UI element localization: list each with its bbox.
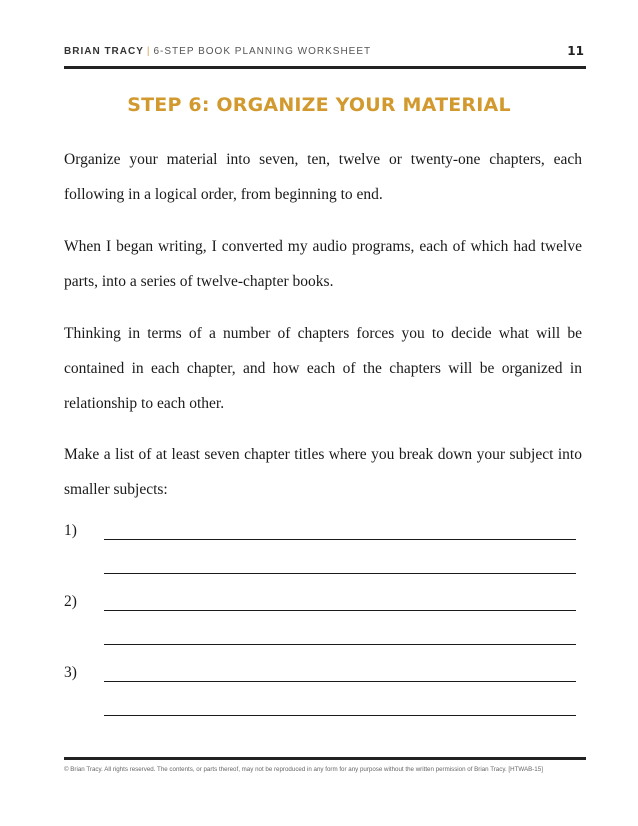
answer-line[interactable] bbox=[104, 573, 576, 574]
page-number: 11 bbox=[567, 44, 584, 58]
list-item bbox=[64, 522, 584, 592]
section-title: STEP 6: ORGANIZE YOUR MATERIAL bbox=[127, 94, 511, 116]
paragraph-audio-programs: When I began writing, I converted my audio programs, each of which had twelve parts, into a series of twelve-chapter books. bbox=[64, 238, 582, 290]
footer-divider bbox=[64, 757, 586, 760]
answer-line[interactable] bbox=[104, 681, 576, 682]
list-item-number: 3) bbox=[64, 664, 77, 681]
list-item bbox=[64, 593, 584, 663]
answer-line[interactable] bbox=[104, 644, 576, 645]
list-item-number: 2) bbox=[64, 593, 77, 610]
answer-line[interactable] bbox=[104, 715, 576, 716]
paragraph-organize: Organize your material into seven, ten, twelve or twenty-one chapters, each following in a logical order, from beginning to end. bbox=[64, 151, 582, 203]
header-divider bbox=[64, 66, 586, 69]
answer-line[interactable] bbox=[104, 539, 576, 540]
header-subtitle: 6-STEP BOOK PLANNING WORKSHEET bbox=[153, 46, 372, 57]
paragraph-instructions: Make a list of at least seven chapter titles where you break down your subject into smaller subjects: bbox=[64, 446, 582, 498]
header-title bbox=[64, 46, 371, 57]
header-brand: BRIAN TRACY bbox=[64, 46, 144, 57]
paragraph-chapters: Thinking in terms of a number of chapters forces you to decide what will be contained in each chapter, and how each of the chapters will be organized in relationship to each other. bbox=[64, 325, 582, 412]
header-separator: | bbox=[146, 46, 151, 57]
list-item-number: 1) bbox=[64, 522, 77, 539]
footer-copyright: © Brian Tracy. All rights reserved. The contents, or parts thereof, may not be reproduced in any form for any purpose without the written permission of Brian Tracy. [HTWAB-15] bbox=[64, 766, 543, 773]
answer-line[interactable] bbox=[104, 610, 576, 611]
list-item bbox=[64, 664, 584, 734]
